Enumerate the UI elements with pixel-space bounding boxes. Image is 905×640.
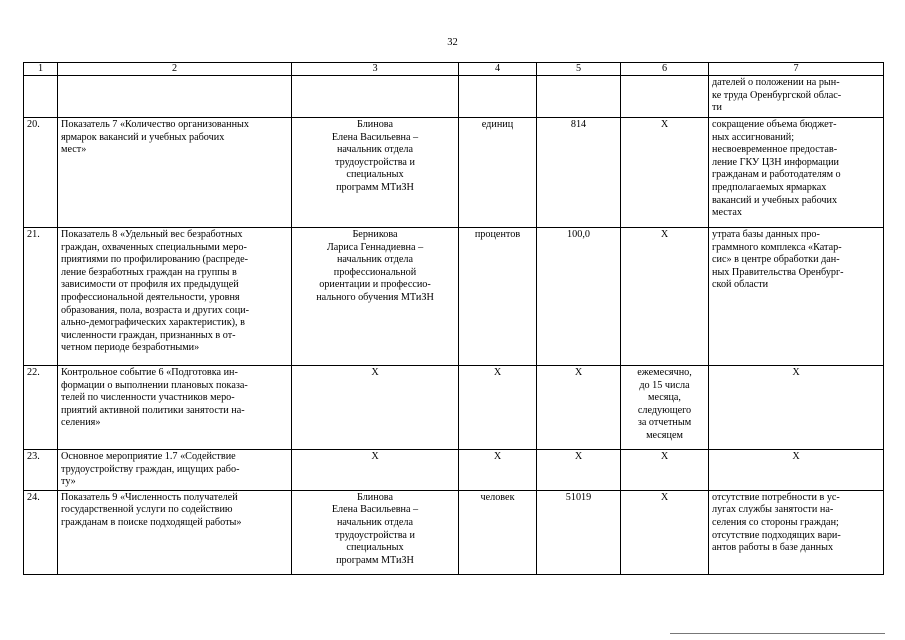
plan-table: [23, 62, 884, 575]
column-number-row: [24, 63, 884, 76]
row-number-cell: 23.: [24, 450, 58, 491]
value-cell: X: [537, 366, 621, 450]
unit-cell: [459, 76, 537, 118]
column-number: 4: [459, 63, 537, 76]
value-cell: [537, 76, 621, 118]
risk-cell: сокращение объема бюджет- ных ассигнований; несвоевременное предостав- ление ГКУ ЦЗН информации гражданам и работодателям о предполагаемых ярмарках вакансий и учебных рабочих местах: [709, 118, 884, 228]
deadline-cell: X: [621, 490, 709, 574]
name-cell: Показатель 7 «Количество организованных ярмарок вакансий и учебных рабочих мест»: [58, 118, 292, 228]
risk-cell: X: [709, 366, 884, 450]
name-cell: Основное мероприятие 1.7 «Содействие трудоустройству граждан, ищущих рабо- ту»: [58, 450, 292, 491]
risk-cell: отсутствие потребности в ус- лугах службы занятости на- селения со стороны граждан; отсутствие подходящих вари- антов работы в базе данных: [709, 490, 884, 574]
name-cell: [58, 76, 292, 118]
name-cell: Показатель 8 «Удельный вес безработных граждан, охваченных специальными меро- приятиями по профилированию (распреде- ление безработных граждан на группы в зависимости от профиля их предыдущей профессиональной деятельности, уровня образования, пола, возраста и других соци- ально-демографических характеристик), в численности граждан, признанных в от- четном периоде безработными»: [58, 228, 292, 366]
deadline-cell: X: [621, 118, 709, 228]
row-number-cell: 22.: [24, 366, 58, 450]
risk-cell: дателей о положении на рын- ке труда Оренбургской облас- ти: [709, 76, 884, 118]
value-cell: 100,0: [537, 228, 621, 366]
bottom-rule: [670, 633, 885, 634]
table-row: [24, 490, 884, 574]
table-row: [24, 76, 884, 118]
risk-cell: утрата базы данных про- граммного комплекса «Катар- сис» в центре обработки дан- ных Правительства Оренбург- ской области: [709, 228, 884, 366]
responsible-cell: X: [292, 366, 459, 450]
row-number-cell: 20.: [24, 118, 58, 228]
column-number: 1: [24, 63, 58, 76]
value-cell: 814: [537, 118, 621, 228]
unit-cell: X: [459, 366, 537, 450]
column-number: 7: [709, 63, 884, 76]
row-number-cell: 24.: [24, 490, 58, 574]
page-number: 32: [447, 37, 458, 48]
table-row: [24, 450, 884, 491]
column-number: 2: [58, 63, 292, 76]
responsible-cell: [292, 76, 459, 118]
responsible-cell: Блинова Елена Васильевна – начальник отдела трудоустройства и специальных программ МТиЗН: [292, 490, 459, 574]
responsible-cell: Берникова Лариса Геннадиевна – начальник отдела профессиональной ориентации и профессио- нального обучения МТиЗН: [292, 228, 459, 366]
name-cell: Контрольное событие 6 «Подготовка ин- формации о выполнении плановых показа- телей по численности участников меро- приятий активной политики занятости на- селения»: [58, 366, 292, 450]
value-cell: 51019: [537, 490, 621, 574]
value-cell: X: [537, 450, 621, 491]
column-number: 6: [621, 63, 709, 76]
unit-cell: X: [459, 450, 537, 491]
unit-cell: единиц: [459, 118, 537, 228]
column-number: 3: [292, 63, 459, 76]
responsible-cell: X: [292, 450, 459, 491]
table-row: [24, 366, 884, 450]
row-number-cell: 21.: [24, 228, 58, 366]
column-number: 5: [537, 63, 621, 76]
table-row: [24, 228, 884, 366]
deadline-cell: ежемесячно, до 15 числа месяца, следующего за отчетным месяцем: [621, 366, 709, 450]
responsible-cell: Блинова Елена Васильевна – начальник отдела трудоустройства и специальных программ МТиЗН: [292, 118, 459, 228]
risk-cell: X: [709, 450, 884, 491]
deadline-cell: X: [621, 228, 709, 366]
unit-cell: человек: [459, 490, 537, 574]
deadline-cell: X: [621, 450, 709, 491]
unit-cell: процентов: [459, 228, 537, 366]
deadline-cell: [621, 76, 709, 118]
row-number-cell: [24, 76, 58, 118]
name-cell: Показатель 9 «Численность получателей государственной услуги по содействию гражданам в поиске подходящей работы»: [58, 490, 292, 574]
table-row: [24, 118, 884, 228]
